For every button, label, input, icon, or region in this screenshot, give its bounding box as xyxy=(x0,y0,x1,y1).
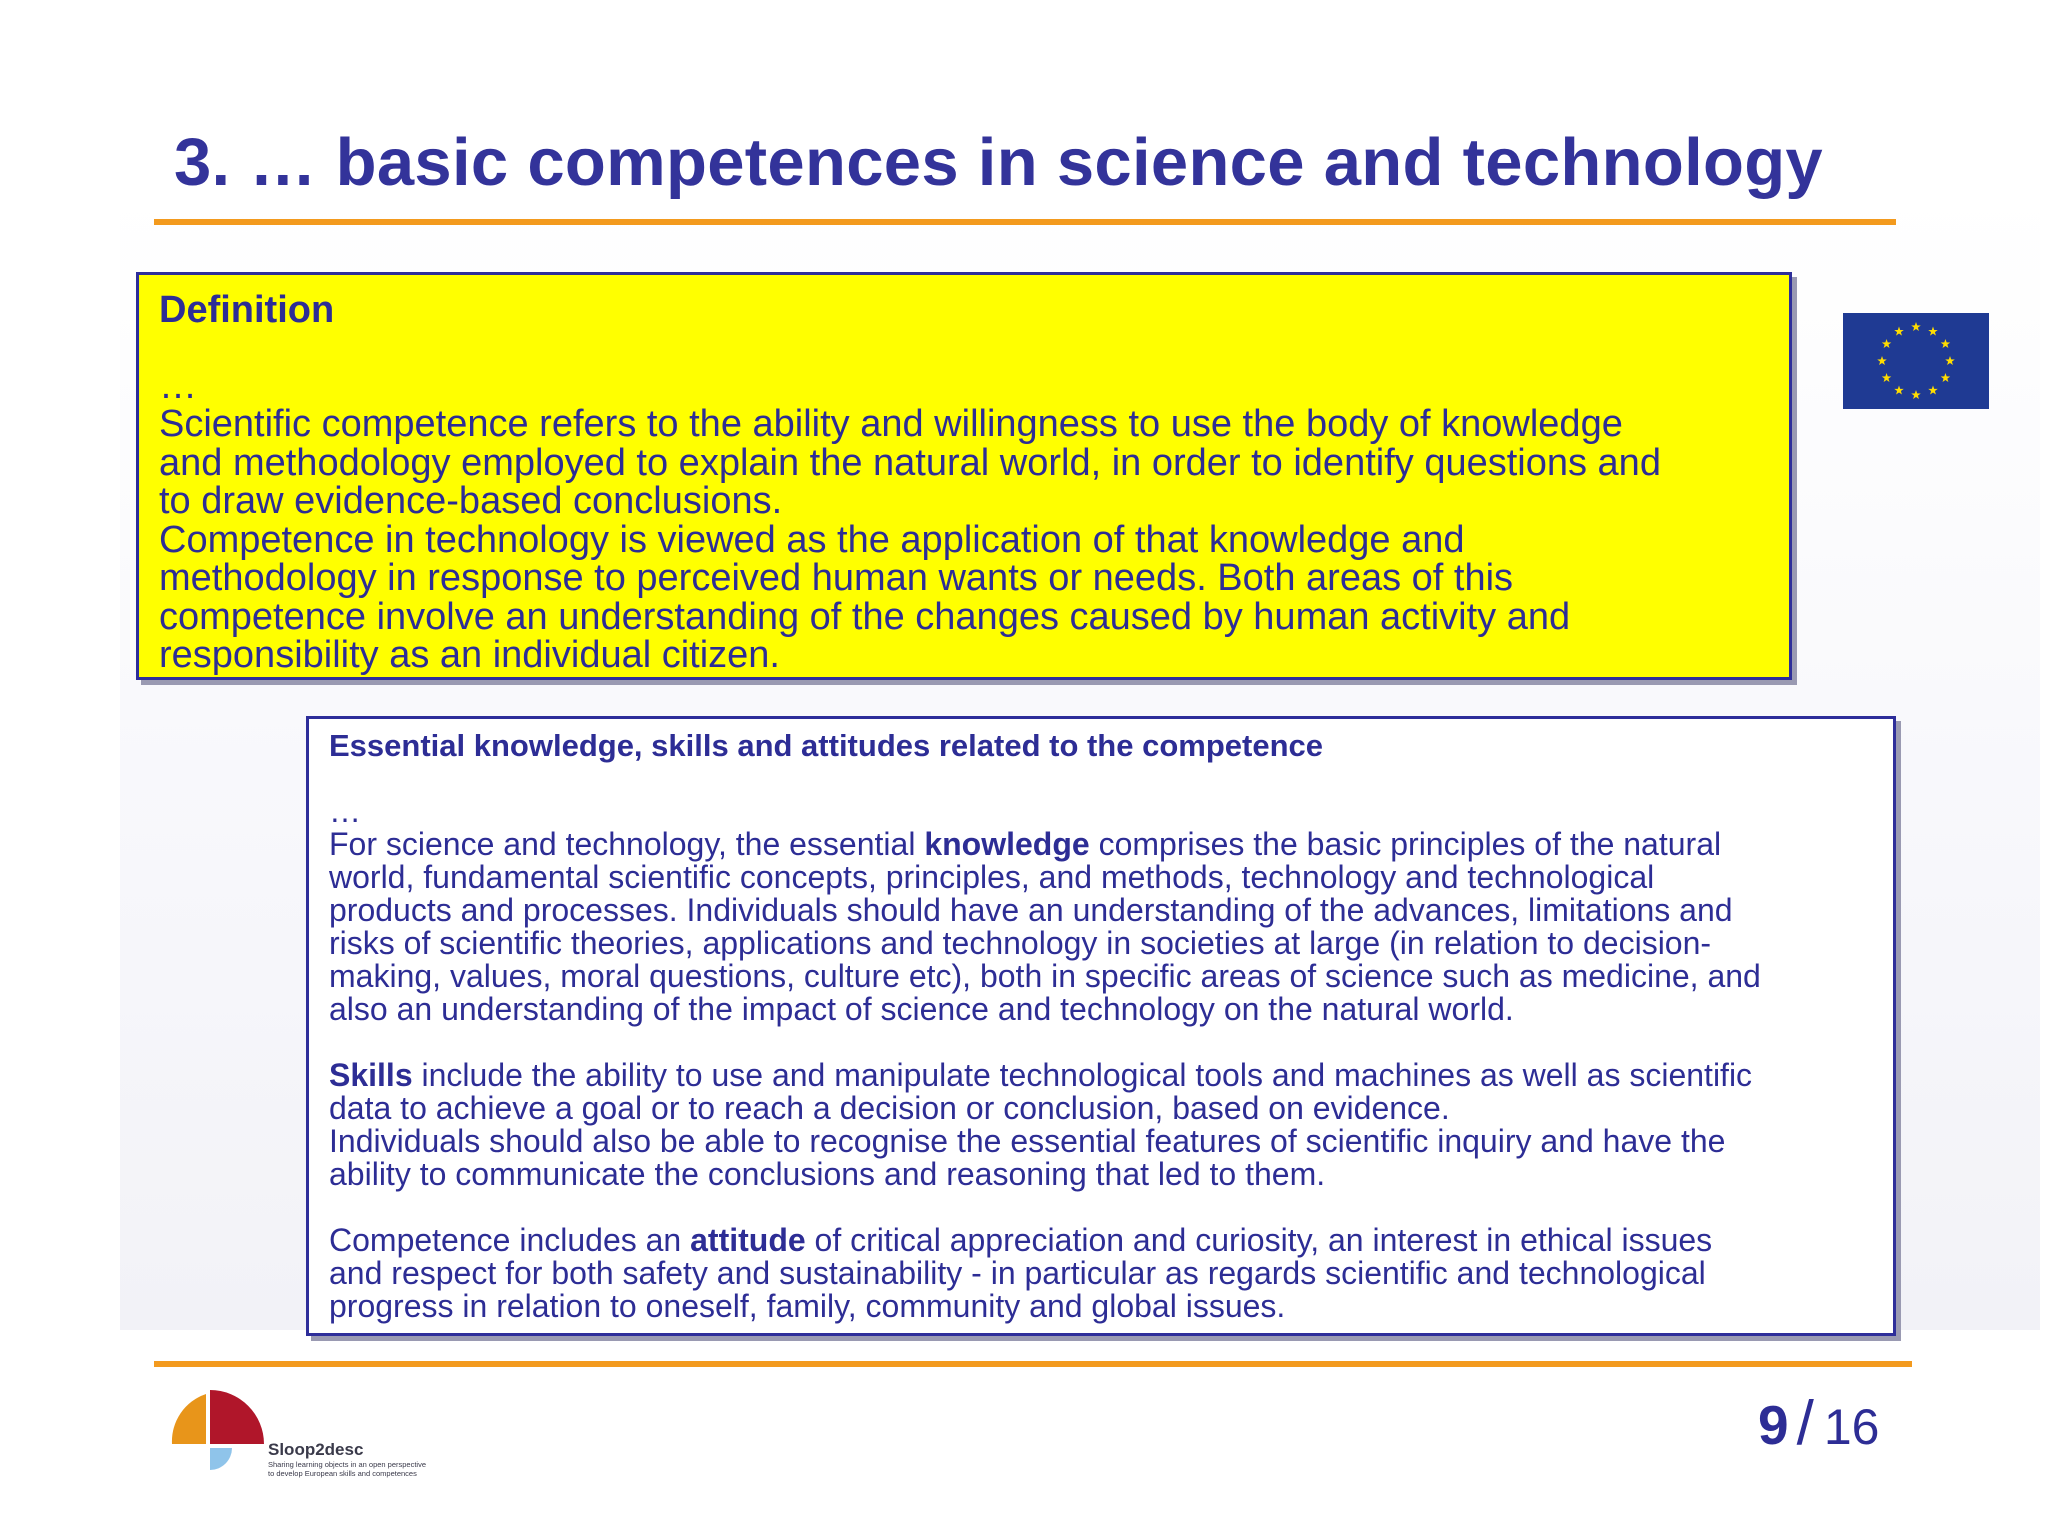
paragraph-gap xyxy=(329,1191,1873,1224)
definition-heading: Definition xyxy=(159,289,335,331)
page-separator: / xyxy=(1796,1389,1814,1458)
knowledge-keyword: knowledge xyxy=(924,826,1090,862)
paragraph-gap xyxy=(329,1026,1873,1059)
definition-line: and methodology employed to explain the natural world, in order to identify questions and xyxy=(159,441,1661,484)
logo-tagline: to develop European skills and competences xyxy=(268,1469,417,1478)
essential-heading: Essential knowledge, skills and attitudes related to the competence xyxy=(329,728,1323,763)
definition-box xyxy=(136,272,1792,680)
attitude-line: progress in relation to oneself, family, community and global issues. xyxy=(329,1288,1286,1324)
logo-name: Sloop2desc xyxy=(268,1440,364,1459)
knowledge-post: comprises the basic principles of the natural xyxy=(1089,826,1722,862)
knowledge-line: world, fundamental scientific concepts, principles, and methods, technology and technological xyxy=(329,859,1655,895)
skills-keyword: Skills xyxy=(329,1057,413,1093)
attitude-pre: Competence includes an xyxy=(329,1222,691,1258)
knowledge-line: products and processes. Individuals should have an understanding of the advances, limitations and xyxy=(329,892,1733,928)
knowledge-line: also an understanding of the impact of science and technology on the natural world. xyxy=(329,991,1514,1027)
skills-line: Individuals should also be able to recognise the essential features of scientific inquiry and have the xyxy=(329,1123,1726,1159)
page-current: 9 xyxy=(1758,1394,1789,1456)
definition-line: Competence in technology is viewed as the application of that knowledge and xyxy=(159,518,1465,561)
page-total: 16 xyxy=(1823,1399,1880,1455)
attitude-post: of critical appreciation and curiosity, an interest in ethical issues xyxy=(805,1222,1713,1258)
definition-ellipsis: … xyxy=(159,364,197,407)
attitude-line: and respect for both safety and sustainability - in particular as regards scientific and technological xyxy=(329,1255,1706,1291)
definition-line: Scientific competence refers to the ability and willingness to use the body of knowledge xyxy=(159,403,1623,445)
definition-line: methodology in response to perceived human wants or needs. Both areas of this xyxy=(159,557,1514,599)
page-number xyxy=(1758,1388,1879,1459)
skills-line: ability to communicate the conclusions and reasoning that led to them. xyxy=(329,1156,1326,1192)
knowledge-pre: For science and technology, the essential xyxy=(329,826,925,862)
essential-ellipsis: … xyxy=(329,793,361,829)
eu-flag-icon xyxy=(1843,313,1989,409)
skills-line: data to achieve a goal or to reach a decision or conclusion, based on evidence. xyxy=(329,1090,1450,1126)
definition-line: responsibility as an individual citizen. xyxy=(159,634,780,676)
footer-rule xyxy=(154,1361,1912,1367)
title-underline xyxy=(154,219,1896,225)
knowledge-line: making, values, moral questions, culture etc), both in specific areas of science such as medicine, and xyxy=(329,958,1761,994)
essential-box xyxy=(306,716,1896,1336)
knowledge-first-line xyxy=(329,828,1873,861)
slide-title: 3. … basic competences in science and technology xyxy=(174,125,1823,200)
knowledge-line: risks of scientific theories, applications and technology in societies at large (in relation to decision- xyxy=(329,925,1712,961)
logo-tagline: Sharing learning objects in an open perspective xyxy=(268,1460,427,1469)
skills-first-line xyxy=(329,1059,1873,1092)
logo-text xyxy=(268,1440,426,1478)
attitude-first-line xyxy=(329,1224,1873,1257)
skills-post: include the ability to use and manipulate technological tools and machines as well as scientific xyxy=(412,1057,1753,1093)
definition-line: to draw evidence-based conclusions. xyxy=(159,480,783,522)
attitude-keyword: attitude xyxy=(690,1222,806,1258)
definition-line: competence involve an understanding of the changes caused by human activity and xyxy=(159,595,1571,638)
